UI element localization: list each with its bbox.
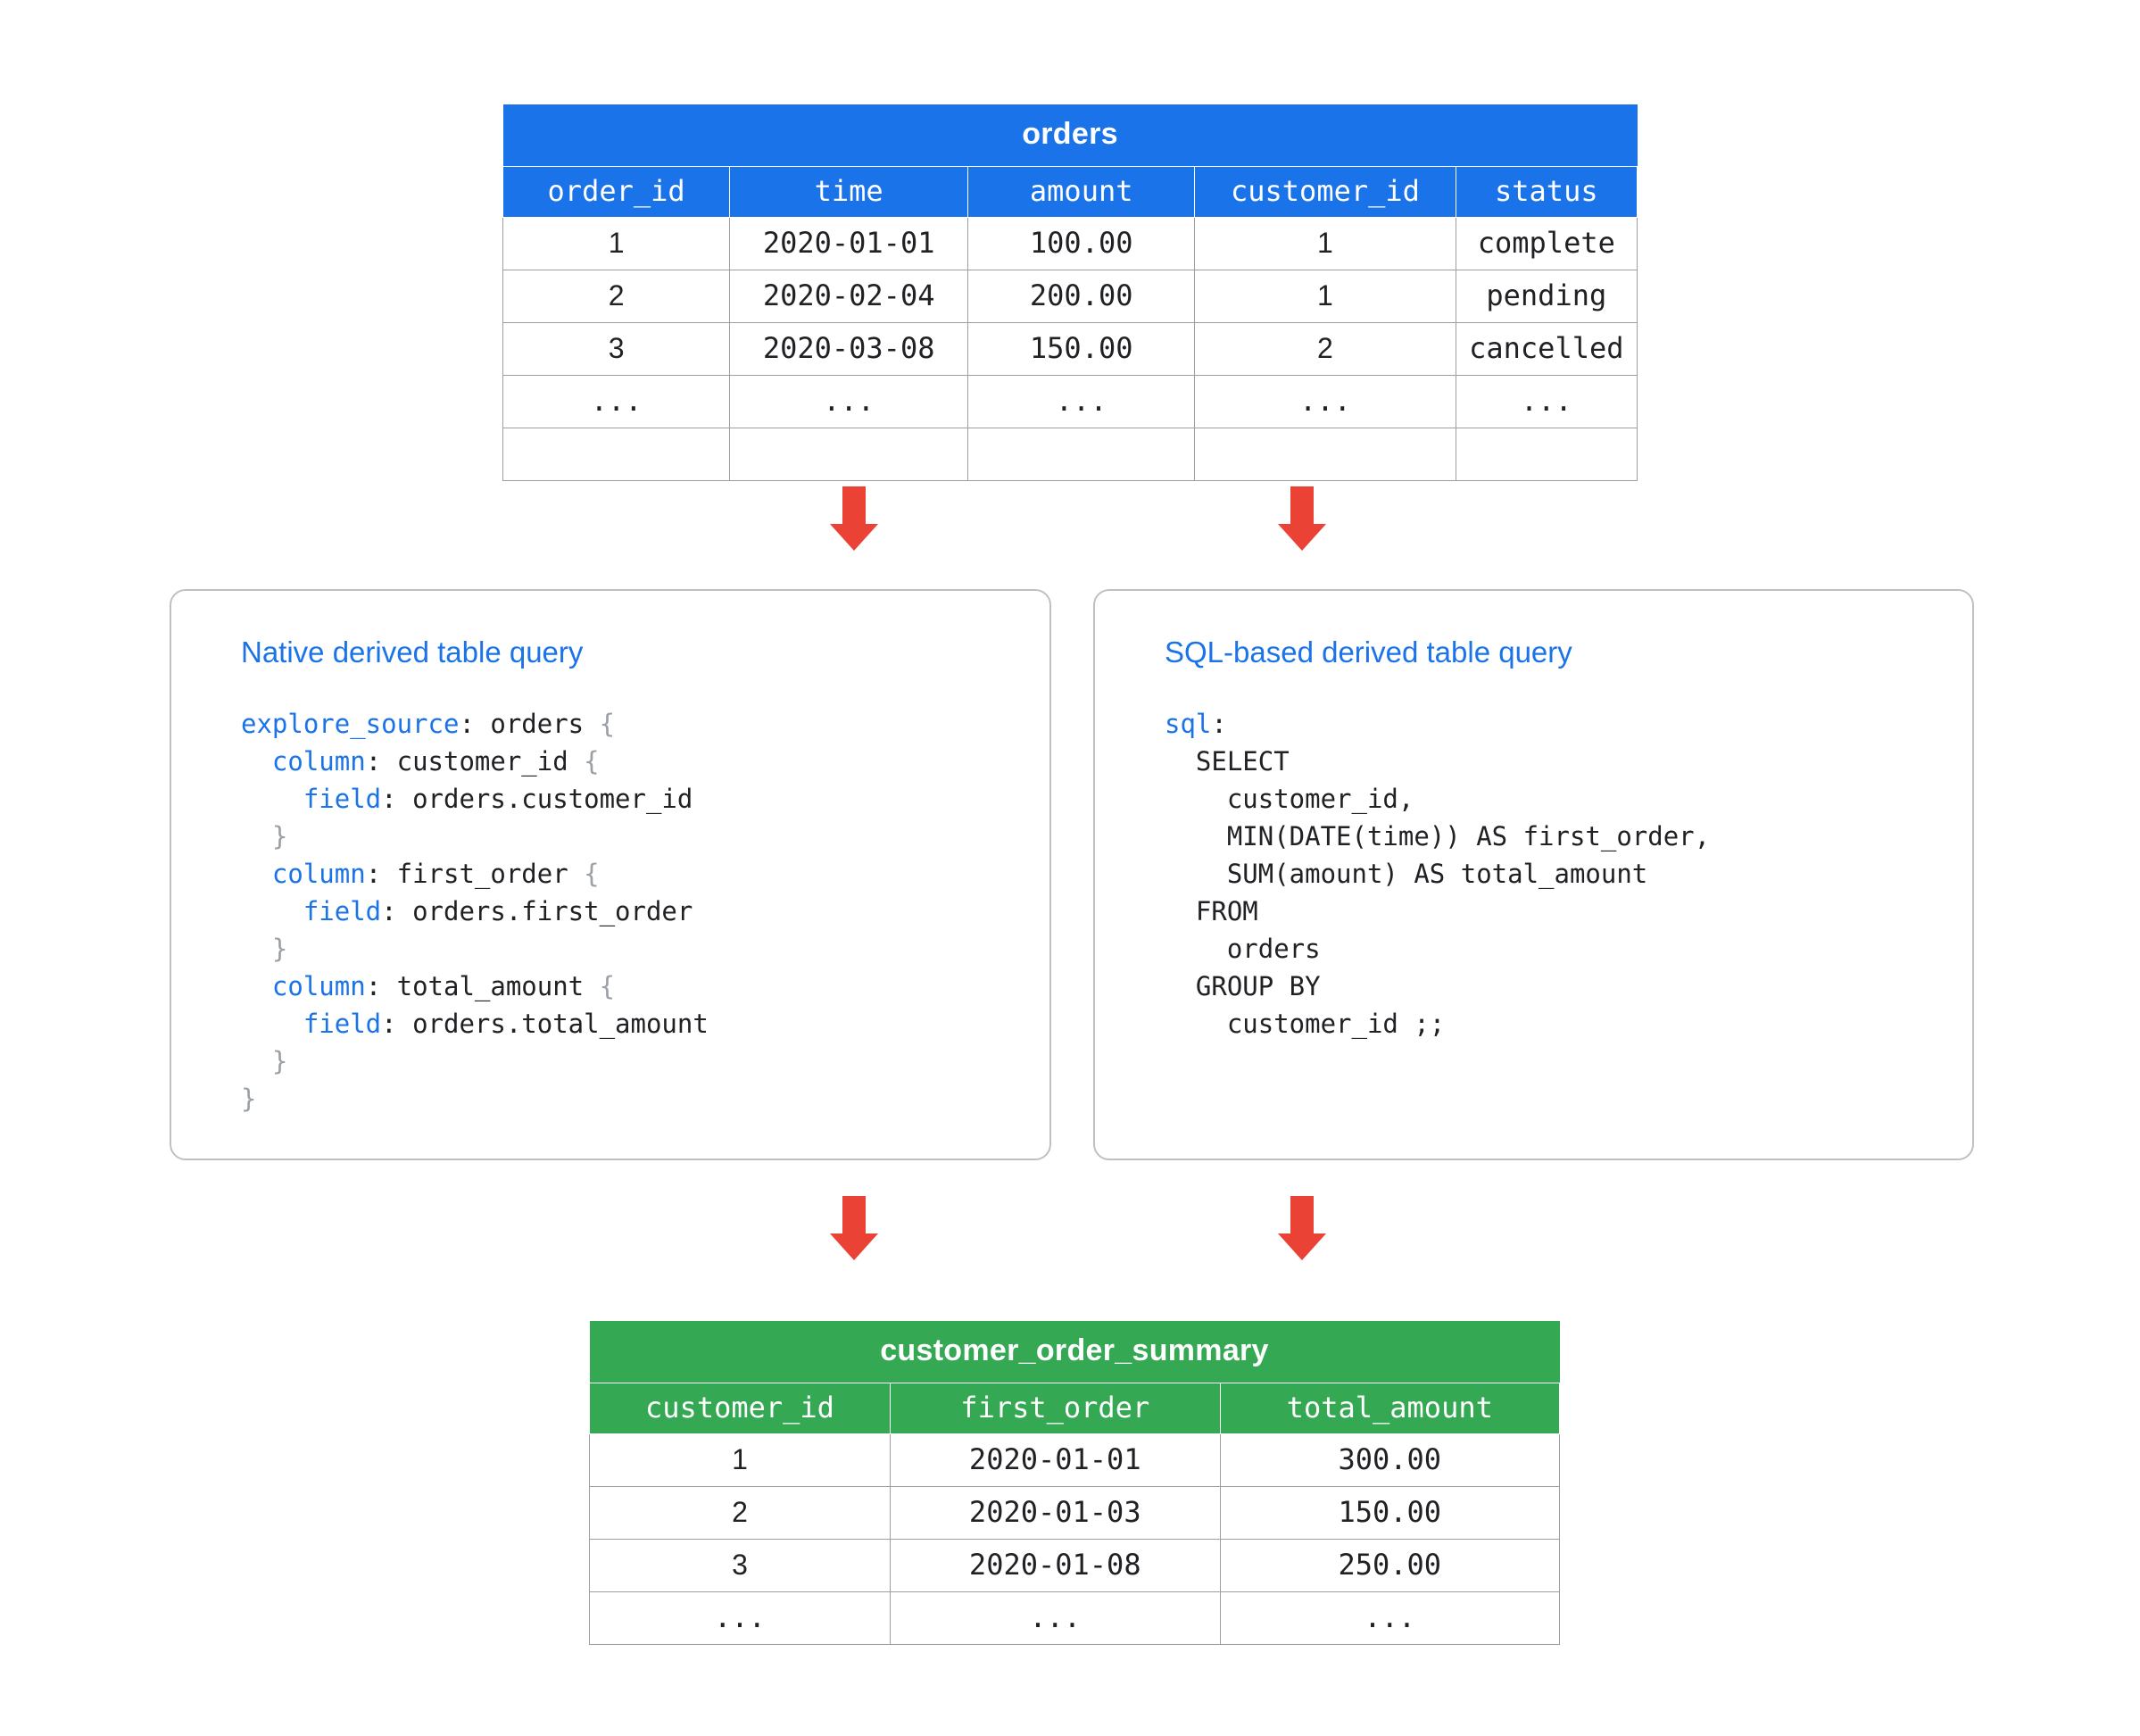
code-line: sql: bbox=[1165, 709, 1227, 739]
table-cell: 1 bbox=[590, 1434, 891, 1487]
table-cell: 2 bbox=[590, 1487, 891, 1540]
table-cell bbox=[1195, 428, 1456, 481]
table-cell: ... bbox=[1220, 1592, 1559, 1645]
code-line: SUM(amount) AS total_amount bbox=[1165, 859, 1648, 889]
code-line: } bbox=[271, 821, 288, 851]
column-header: order_id bbox=[503, 167, 730, 218]
code-line: GROUP BY bbox=[1165, 971, 1321, 1001]
table-cell: 2020-02-04 bbox=[730, 270, 968, 323]
table-cell: 1 bbox=[1195, 270, 1456, 323]
table-cell bbox=[730, 428, 968, 481]
table-cell: 2020-01-01 bbox=[890, 1434, 1220, 1487]
table-cell: complete bbox=[1456, 218, 1637, 270]
table-row bbox=[590, 1592, 1560, 1645]
code-line: explore_source: orders { bbox=[241, 709, 616, 739]
code-line: field: orders.total_amount bbox=[303, 1009, 709, 1039]
native-card-code bbox=[171, 669, 1049, 1117]
table-cell: cancelled bbox=[1456, 323, 1637, 376]
table-cell: ... bbox=[590, 1592, 891, 1645]
table-cell: ... bbox=[1456, 376, 1637, 428]
code-line: column: customer_id { bbox=[271, 746, 600, 777]
code-line: column: first_order { bbox=[271, 859, 600, 889]
table-row bbox=[590, 1434, 1560, 1487]
orders-table-title: orders bbox=[503, 104, 1638, 167]
table-cell bbox=[1456, 428, 1637, 481]
table-row bbox=[503, 376, 1638, 428]
table-cell: 3 bbox=[503, 323, 730, 376]
table-row bbox=[503, 218, 1638, 270]
code-line: customer_id ;; bbox=[1165, 1009, 1446, 1039]
arrow-orders-to-sql-icon bbox=[1278, 486, 1326, 551]
table-cell: ... bbox=[890, 1592, 1220, 1645]
arrow-orders-to-native-icon bbox=[830, 486, 878, 551]
summary-table-header-row bbox=[590, 1383, 1560, 1434]
column-header: status bbox=[1456, 167, 1637, 218]
table-cell: 150.00 bbox=[1220, 1487, 1559, 1540]
native-card-title: Native derived table query bbox=[241, 635, 584, 669]
table-cell: ... bbox=[730, 376, 968, 428]
table-cell: pending bbox=[1456, 270, 1637, 323]
column-header: amount bbox=[968, 167, 1195, 218]
table-cell: 250.00 bbox=[1220, 1540, 1559, 1592]
code-line: SELECT bbox=[1165, 746, 1290, 777]
orders-table bbox=[502, 104, 1638, 481]
code-line: } bbox=[241, 1084, 257, 1114]
table-cell: 200.00 bbox=[968, 270, 1195, 323]
table-cell: 2020-03-08 bbox=[730, 323, 968, 376]
customer-order-summary-table bbox=[589, 1321, 1560, 1645]
table-row bbox=[503, 270, 1638, 323]
column-header: customer_id bbox=[590, 1383, 891, 1434]
code-line: customer_id, bbox=[1165, 784, 1414, 814]
code-line: column: total_amount { bbox=[271, 971, 616, 1001]
table-row bbox=[590, 1487, 1560, 1540]
arrow-native-to-summary-icon bbox=[830, 1196, 878, 1260]
table-cell: 2020-01-01 bbox=[730, 218, 968, 270]
table-cell: ... bbox=[503, 376, 730, 428]
column-header: customer_id bbox=[1195, 167, 1456, 218]
table-cell: 300.00 bbox=[1220, 1434, 1559, 1487]
arrow-sql-to-summary-icon bbox=[1278, 1196, 1326, 1260]
column-header: first_order bbox=[890, 1383, 1220, 1434]
table-row bbox=[503, 323, 1638, 376]
table-cell: 2 bbox=[1195, 323, 1456, 376]
table-row bbox=[590, 1540, 1560, 1592]
table-cell: ... bbox=[968, 376, 1195, 428]
code-line: field: orders.first_order bbox=[303, 896, 693, 926]
table-cell bbox=[968, 428, 1195, 481]
column-header: time bbox=[730, 167, 968, 218]
code-line: } bbox=[271, 1046, 288, 1076]
sql-card-title: SQL-based derived table query bbox=[1165, 635, 1572, 669]
table-cell: 150.00 bbox=[968, 323, 1195, 376]
table-cell bbox=[503, 428, 730, 481]
orders-table-header-row bbox=[503, 167, 1638, 218]
column-header: total_amount bbox=[1220, 1383, 1559, 1434]
code-line: FROM bbox=[1165, 896, 1258, 926]
sql-card-code bbox=[1095, 669, 1972, 1042]
table-cell: 1 bbox=[1195, 218, 1456, 270]
table-cell: 3 bbox=[590, 1540, 891, 1592]
table-cell: 100.00 bbox=[968, 218, 1195, 270]
sql-derived-table-card bbox=[1093, 589, 1974, 1160]
summary-table-title: customer_order_summary bbox=[590, 1321, 1560, 1383]
code-line: field: orders.customer_id bbox=[303, 784, 693, 814]
code-line: orders bbox=[1165, 934, 1321, 964]
code-line: } bbox=[271, 934, 288, 964]
native-derived-table-card bbox=[170, 589, 1051, 1160]
table-cell: 1 bbox=[503, 218, 730, 270]
table-cell: 2020-01-03 bbox=[890, 1487, 1220, 1540]
code-line: MIN(DATE(time)) AS first_order, bbox=[1165, 821, 1711, 851]
table-cell: 2020-01-08 bbox=[890, 1540, 1220, 1592]
table-row bbox=[503, 428, 1638, 481]
table-cell: ... bbox=[1195, 376, 1456, 428]
table-cell: 2 bbox=[503, 270, 730, 323]
